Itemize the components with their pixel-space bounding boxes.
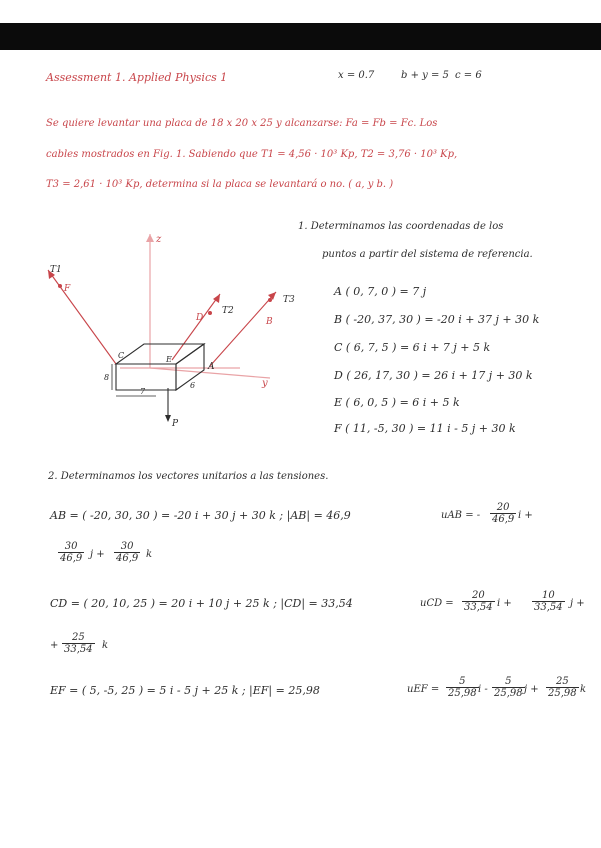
unit-cd-frac-1: $\frac{20}{33,54}$ <box>464 590 493 613</box>
box-diagram <box>40 228 295 433</box>
point-e-coord: E ( 6, 0, 5 ) = 6 i + 5 k <box>334 396 460 409</box>
point-f-coord: F ( 11, -5, 30 ) = 11 i - 5 j + 30 k <box>334 422 516 435</box>
cable-ab <box>210 292 276 366</box>
a-label: A <box>208 362 215 372</box>
unit-ef-frac-2: $\frac{5}{25,98}$ <box>494 676 523 699</box>
unit-cd-tail-3: k <box>102 640 109 651</box>
unit-cd-label: uCD = <box>420 598 454 609</box>
section1-heading-a: 1. Determinamos las coordenadas de los <box>298 221 504 232</box>
unit-cd-tail-2: j + <box>570 598 585 609</box>
unit-ef-tail-3: k <box>580 684 587 695</box>
d-label: D <box>196 313 204 323</box>
z-axis-arrow <box>146 234 154 242</box>
z-axis-label: z <box>156 234 162 245</box>
unit-cd-frac-3: $\frac{25}{33,54}$ <box>64 632 93 655</box>
intro-line-3: T3 = 2,61 · 10³ Kp, determina si la placa se levantará o no. ( a, y b. ) <box>46 179 394 190</box>
point-b <box>268 298 272 302</box>
section1-heading-b: puntos a partir del sistema de referencia. <box>322 249 533 260</box>
point-d-coord: D ( 26, 17, 30 ) = 26 i + 17 j + 30 k <box>334 369 533 382</box>
t2-label: T2 <box>222 306 234 316</box>
y-axis-label: y <box>262 378 268 389</box>
unit-ab-tail-1: i + <box>518 510 533 521</box>
unit-cd-lead-3: + <box>50 640 59 651</box>
assignment-title: Assessment 1. Applied Physics 1 <box>46 71 228 84</box>
vector-ef: EF = ( 5, -5, 25 ) = 5 i - 5 j + 25 k ; |EF| = 25,98 <box>50 684 320 697</box>
top-black-bar <box>0 23 601 50</box>
unit-ef-tail-1: i - <box>478 684 488 695</box>
unit-ab-frac-1: $\frac{20}{46,9}$ <box>492 502 515 525</box>
b-label: B <box>266 317 273 327</box>
unit-ef-frac-1: $\frac{5}{25,98}$ <box>448 676 477 699</box>
header-note-x: x = 0.7 <box>338 70 375 81</box>
dim-6-label: 6 <box>190 381 196 390</box>
unit-ef-frac-3: $\frac{25}{25,98}$ <box>548 676 577 699</box>
unit-ab-frac-3: $\frac{30}{46,9}$ <box>116 541 139 564</box>
cable-ef <box>48 270 116 364</box>
unit-ab-tail-3: k <box>146 549 153 560</box>
dim-7-label: 7 <box>140 387 146 396</box>
weight-arrow <box>165 415 171 422</box>
dim-8-label: 8 <box>104 373 110 382</box>
unit-ab-sep: j + <box>90 549 105 560</box>
f-label: F <box>64 284 71 294</box>
point-f <box>58 284 62 288</box>
intro-line-2: cables mostrados en Fig. 1. Sabiendo que T1 = 4,56 · 10³ Kp, T2 = 3,76 · 10³ Kp, <box>46 149 458 160</box>
unit-ef-label: uEF = <box>407 684 440 695</box>
section2-heading: 2. Determinamos los vectores unitarios a las tensiones. <box>48 471 329 482</box>
point-b-coord: B ( -20, 37, 30 ) = -20 i + 37 j + 30 k <box>334 313 540 326</box>
c-label: C <box>118 351 125 360</box>
point-d <box>208 311 212 315</box>
unit-ab-frac-2: $\frac{30}{46,9}$ <box>60 541 83 564</box>
vector-cd: CD = ( 20, 10, 25 ) = 20 i + 10 j + 25 k ; |CD| = 33,54 <box>50 597 353 610</box>
point-a-coord: A ( 0, 7, 0 ) = 7 j <box>334 285 427 298</box>
p-label: P <box>172 419 179 429</box>
header-note-c: c = 6 <box>455 70 482 81</box>
t1-label: T1 <box>50 265 62 275</box>
unit-cd-frac-2: $\frac{10}{33,54}$ <box>534 590 563 613</box>
t3-label: T3 <box>283 295 295 305</box>
e-label: E <box>166 355 172 364</box>
unit-ef-tail-2: j + <box>524 684 539 695</box>
unit-ab-label: uAB = - <box>441 510 481 521</box>
unit-cd-tail-1: i + <box>497 598 512 609</box>
intro-line-1: Se quiere levantar una placa de 18 x 20 x 25 y alcanzarse: Fa = Fb = Fc. Los <box>46 118 438 129</box>
header-note-y: b + y = 5 <box>401 70 449 81</box>
vector-ab: AB = ( -20, 30, 30 ) = -20 i + 30 j + 30 k ; |AB| = 46,9 <box>50 509 351 522</box>
point-c-coord: C ( 6, 7, 5 ) = 6 i + 7 j + 5 k <box>334 341 491 354</box>
